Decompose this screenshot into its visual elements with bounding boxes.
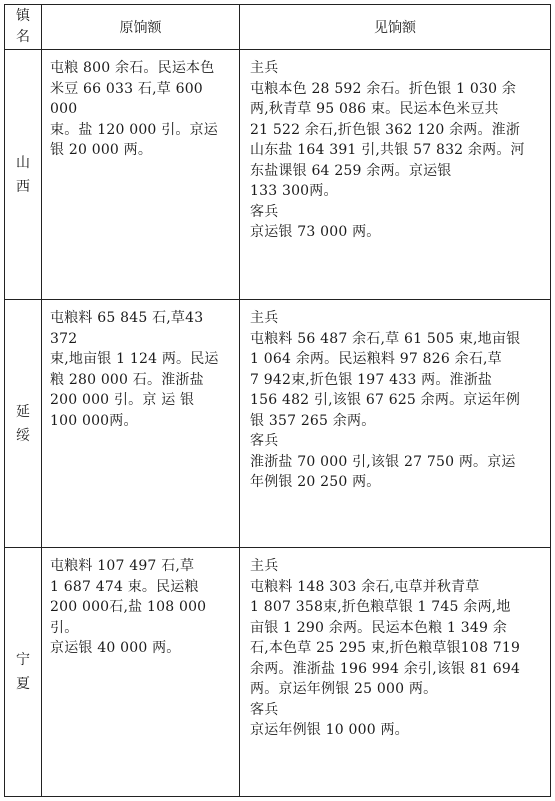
- town-name: 山 西: [16, 154, 30, 195]
- header-row: [5, 5, 551, 50]
- table-row-yansui: [5, 300, 551, 548]
- current-text: 主兵 屯粮料 148 303 余石,屯草并秋青草 1 807 358束,折色粮草银 1 745 余两,地 亩银 1 290 余两。民运本色粮 1 349 余 石,本色草 25 295 束,折色粮草银108 719 余两。淮浙盐 196 994 余引,该银 81 694 两。京运年例银 25 000 两。 客兵 京运年例银 10 000 两。: [250, 558, 521, 738]
- grain-allowance-table: [4, 4, 551, 797]
- current-text: 主兵 屯粮本色 28 592 余石。折色银 1 030 余 两,秋青草 95 086 束。民运本色米豆共 21 522 余石,折色银 362 120 余两。淮浙 山东盐 164 391 引,共银 57 832 余两。河 东盐课银 64 259 余两。京运银 133 300两。 客兵 京运银 73 000 两。: [250, 60, 525, 240]
- original-cell: [42, 548, 240, 797]
- original-text: 屯粮 800 余石。民运本色 米豆 66 033 石,草 600 000 束。盐 120 000 引。京运 银 20 000 两。: [50, 60, 218, 158]
- original-cell: [42, 50, 240, 300]
- current-cell: [240, 50, 551, 300]
- current-cell: [240, 300, 551, 548]
- town-cell: [5, 548, 42, 797]
- town-cell: [5, 300, 42, 548]
- original-text: 屯粮料 107 497 石,草 1 687 474 束。民运粮 200 000石,盐 108 000 引。 京运银 40 000 两。: [50, 558, 207, 656]
- header-town: 镇 名: [5, 5, 42, 50]
- current-text: 主兵 屯粮料 56 487 余石,草 61 505 束,地亩银 1 064 余两。民运粮料 97 826 余石,草 7 942束,折色银 197 433 两。淮浙盐 156 482 引,该银 67 625 余两。京运年例 银 357 265 余两。 客兵 淮浙盐 70 000 引,该银 27 750 两。京运 年例银 20 250 两。: [250, 310, 521, 490]
- town-name: 宁 夏: [16, 652, 30, 692]
- original-cell: [42, 300, 240, 548]
- original-text: 屯粮料 65 845 石,草43 372 束,地亩银 1 124 两。民运 粮 280 000 石。淮浙盐 200 000 引。京 运 银 100 000两。: [50, 310, 219, 429]
- current-cell: [240, 548, 551, 797]
- header-original-allowance: 原饷额: [42, 5, 240, 50]
- table-row-ningxia: [5, 548, 551, 797]
- header-current-allowance: 见饷额: [240, 5, 551, 50]
- town-cell: [5, 50, 42, 300]
- town-name: 延 绥: [16, 403, 30, 444]
- table-row-shanxi: [5, 50, 551, 300]
